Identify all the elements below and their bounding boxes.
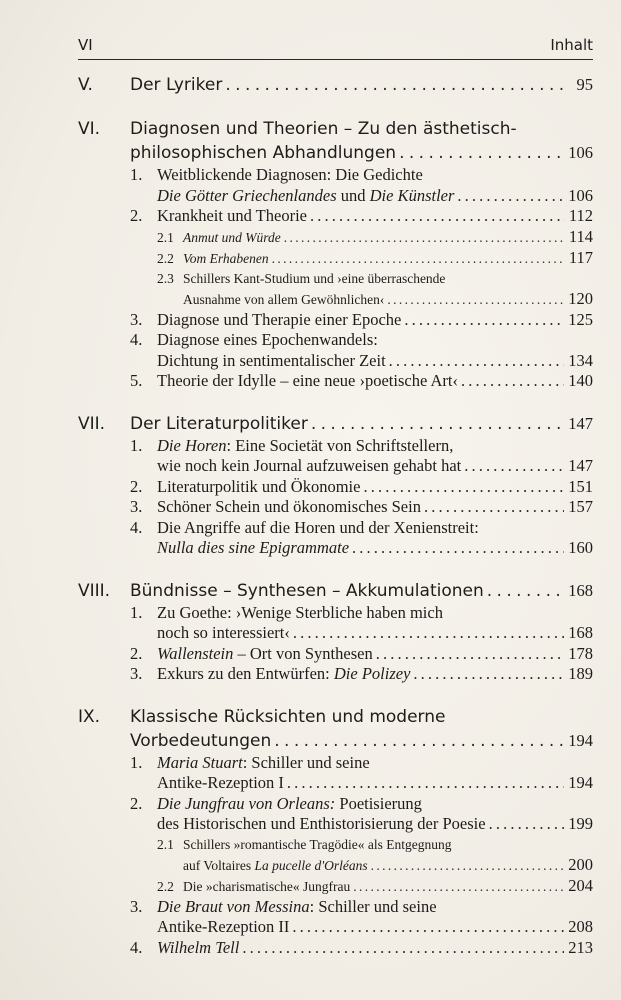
toc-item[interactable] <box>130 186 593 207</box>
leader-dots <box>310 206 565 227</box>
page-ref: 199 <box>568 814 593 833</box>
subitem-number: 2.3 <box>157 270 174 286</box>
section-title-line[interactable] <box>130 705 593 729</box>
subitem-title: Die »charismatische« Jungfrau <box>183 878 351 894</box>
item-title: Antike-Rezeption II <box>157 917 290 936</box>
section-title: Vorbedeutungen <box>130 730 272 751</box>
page-ref: 157 <box>568 497 593 516</box>
item-number: 3. <box>130 896 143 916</box>
page-ref: 151 <box>568 476 593 496</box>
item-title: : Schiller und seine <box>242 752 370 772</box>
toc-item[interactable] <box>130 206 593 227</box>
page-ref: 213 <box>568 937 593 957</box>
toc-item[interactable] <box>130 436 593 457</box>
toc-subitem[interactable] <box>130 227 593 248</box>
toc-subitem[interactable] <box>130 876 593 897</box>
toc-section-vi <box>78 117 593 392</box>
page-ref: 147 <box>568 456 593 475</box>
subitem-title: Anmut und Würde <box>183 229 281 245</box>
item-title: : Schiller und seine <box>309 896 437 916</box>
toc-item[interactable] <box>130 518 593 539</box>
leader-dots <box>225 73 565 97</box>
leader-dots <box>404 310 564 331</box>
running-header <box>78 33 593 60</box>
subitem-title: auf Voltaires <box>183 857 255 873</box>
item-title-italic: Nulla dies sine Epigrammate <box>157 538 350 557</box>
subitem-title-italic: La pucelle d'Orléans <box>254 857 368 873</box>
toc-item[interactable] <box>130 310 593 331</box>
item-title: wie noch kein Journal aufzuweisen gehabt hat <box>157 456 462 475</box>
item-title: Antike-Rezeption I <box>157 773 284 792</box>
item-number: 4. <box>130 937 143 957</box>
table-of-contents <box>78 73 593 958</box>
leader-dots <box>293 623 564 644</box>
item-number: 1. <box>130 435 143 455</box>
item-title: Theorie der Idylle – eine neue ›poetische Art‹ <box>157 371 458 390</box>
page-ref: 160 <box>568 538 593 557</box>
page-ref: 189 <box>568 664 593 683</box>
toc-entry[interactable] <box>130 412 593 436</box>
subitem-title: Vom Erhabenen <box>183 250 269 266</box>
item-number: 1. <box>130 602 143 622</box>
item-title-italic: Die Götter Griechenlandes <box>157 185 337 205</box>
page-ref: 95 <box>576 75 593 94</box>
item-title: und <box>336 185 370 205</box>
toc-item[interactable] <box>130 753 593 774</box>
page-ref: 208 <box>568 917 593 936</box>
item-title: noch so interessiert‹ <box>157 623 290 642</box>
toc-item[interactable] <box>130 794 593 815</box>
leader-dots <box>242 938 564 959</box>
leader-dots <box>292 917 564 938</box>
toc-section-ix <box>78 705 593 959</box>
leader-dots <box>413 664 564 685</box>
page-ref: 125 <box>568 309 593 329</box>
item-title: Exkurs zu den Entwürfen: <box>157 664 334 683</box>
page-ref: 140 <box>568 371 593 390</box>
item-number: 5. <box>130 371 143 390</box>
toc-subitem[interactable] <box>130 248 593 269</box>
leader-dots <box>371 856 565 876</box>
toc-item[interactable] <box>130 814 593 835</box>
leader-dots <box>464 456 564 477</box>
toc-item[interactable] <box>130 165 593 186</box>
page-ref: 106 <box>568 143 593 162</box>
item-number: 1. <box>130 165 143 184</box>
leader-dots <box>353 877 564 897</box>
item-title: Diagnose und Therapie einer Epoche <box>157 309 402 329</box>
section-number: VII. <box>78 413 106 434</box>
page-ref: 194 <box>568 730 593 750</box>
section-title-line[interactable] <box>130 117 593 141</box>
section-number: IX. <box>78 706 101 727</box>
toc-item[interactable] <box>130 371 593 392</box>
item-title: Schöner Schein und ökonomisches Sein <box>157 497 421 516</box>
item-number: 1. <box>130 752 143 772</box>
item-number: 2. <box>130 206 143 225</box>
item-title: : Eine Societät von Schriftstellern, <box>226 435 454 455</box>
toc-item[interactable] <box>130 538 593 559</box>
toc-item[interactable] <box>130 497 593 518</box>
item-title-italic: Die Künstler <box>369 185 455 205</box>
item-title: Zu Goethe: ›Wenige Sterbliche haben mich <box>157 602 443 622</box>
toc-section-v <box>78 73 593 97</box>
leader-dots <box>284 228 565 248</box>
toc-item[interactable] <box>130 664 593 685</box>
page-ref: 117 <box>568 247 593 267</box>
item-number: 3. <box>130 497 143 516</box>
leader-dots <box>287 773 564 794</box>
item-number: 2. <box>130 793 143 813</box>
toc-section-viii <box>78 579 593 685</box>
leader-dots <box>399 141 564 165</box>
toc-item[interactable] <box>130 623 593 644</box>
item-title: Weitblickende Diagnosen: Die Gedichte <box>157 165 423 184</box>
subitem-number: 2.2 <box>157 250 174 266</box>
page-ref: 134 <box>568 350 593 370</box>
section-number: VI. <box>78 119 101 139</box>
page-ref: 168 <box>568 623 593 642</box>
item-title-italic: Maria Stuart <box>157 752 243 772</box>
subitem-number: 2.1 <box>157 229 174 245</box>
section-title: Bündnisse – Synthesen – Akkumulationen <box>130 580 484 601</box>
toc-subitem[interactable] <box>130 269 593 289</box>
item-title-italic: Die Jungfrau von Orleans: <box>157 793 336 813</box>
item-number: 3. <box>130 664 143 683</box>
subitem-title: Ausnahme von allem Gewöhnlichen‹ <box>183 291 385 307</box>
toc-subitem[interactable] <box>130 289 593 310</box>
subitem-number: 2.2 <box>157 878 174 894</box>
toc-section-vii <box>78 412 593 559</box>
page-ref: 114 <box>568 226 593 246</box>
item-title-italic: Die Braut von Messina <box>157 896 310 916</box>
toc-subitem[interactable] <box>130 855 593 876</box>
item-title-italic: Die Polizey <box>333 664 411 683</box>
leader-dots <box>363 477 564 498</box>
toc-item[interactable] <box>130 897 593 918</box>
leader-dots <box>376 644 565 665</box>
toc-entry[interactable] <box>130 141 593 165</box>
page-ref: 168 <box>568 580 593 600</box>
toc-item[interactable] <box>130 644 593 665</box>
section-title: Klassische Rücksichten und moderne <box>130 706 446 727</box>
toc-entry[interactable] <box>130 729 593 753</box>
toc-item[interactable] <box>130 456 593 477</box>
toc-item[interactable] <box>130 351 593 372</box>
section-title: Der Lyriker <box>130 75 223 95</box>
item-title: Dichtung in sentimentalischer Zeit <box>157 350 386 370</box>
toc-entry[interactable] <box>130 579 593 603</box>
item-number: 2. <box>130 643 143 663</box>
item-title: – Ort von Synthesen <box>233 643 373 663</box>
section-number: VIII. <box>78 580 111 601</box>
item-title: Diagnose eines Epochenwandels: <box>157 330 378 349</box>
page-ref: 204 <box>568 875 593 895</box>
subitem-number: 2.1 <box>157 836 174 852</box>
item-title: Krankheit und Theorie <box>157 206 307 225</box>
section-title: Der Literaturpolitiker <box>130 413 308 434</box>
item-number: 2. <box>130 476 143 496</box>
section-title: philosophischen Abhandlungen <box>130 143 397 163</box>
toc-item[interactable] <box>130 773 593 794</box>
page-number-roman: VI <box>78 36 93 54</box>
page-ref: 178 <box>568 643 593 663</box>
item-title: des Historischen und Enthistorisierung der Poesie <box>157 814 486 833</box>
section-title: Diagnosen und Theorien – Zu den ästhetisch- <box>130 119 517 139</box>
section-number: V. <box>78 75 93 95</box>
leader-dots <box>272 249 565 269</box>
item-title: Die Angriffe auf die Horen und der Xenienstreit: <box>157 517 479 537</box>
page-ref: 120 <box>568 288 593 308</box>
toc-item[interactable] <box>130 938 593 959</box>
item-number: 3. <box>130 309 143 329</box>
page-ref: 200 <box>568 854 593 874</box>
page-ref: 147 <box>568 413 593 433</box>
leader-dots <box>489 814 565 835</box>
page-ref: 194 <box>568 773 593 792</box>
item-title-italic: Die Horen <box>157 435 227 455</box>
running-title: Inhalt <box>550 36 593 54</box>
toc-item[interactable] <box>130 603 593 624</box>
leader-dots <box>352 538 564 559</box>
item-number: 4. <box>130 517 143 537</box>
leader-dots <box>461 371 564 392</box>
page-ref: 106 <box>568 185 593 205</box>
toc-subitem[interactable] <box>130 835 593 855</box>
item-title: Poetisierung <box>335 793 422 813</box>
subitem-title: Schillers Kant-Studium und ›eine überraschende <box>183 270 446 286</box>
toc-item[interactable] <box>130 330 593 351</box>
leader-dots <box>311 412 564 436</box>
leader-dots <box>389 351 565 372</box>
page-ref: 112 <box>568 206 593 225</box>
leader-dots <box>457 186 564 207</box>
item-number: 4. <box>130 330 143 349</box>
item-title-italic: Wallenstein <box>157 643 234 663</box>
leader-dots <box>274 729 564 753</box>
subitem-title: Schillers »romantische Tragödie« als Entgegnung <box>183 836 452 852</box>
item-title: Literaturpolitik und Ökonomie <box>157 476 361 496</box>
leader-dots <box>387 290 564 310</box>
toc-entry[interactable] <box>130 73 593 97</box>
toc-item[interactable] <box>130 917 593 938</box>
leader-dots <box>487 579 565 603</box>
item-title-italic: Wilhelm Tell <box>157 937 240 957</box>
toc-item[interactable] <box>130 477 593 498</box>
leader-dots <box>424 497 564 518</box>
